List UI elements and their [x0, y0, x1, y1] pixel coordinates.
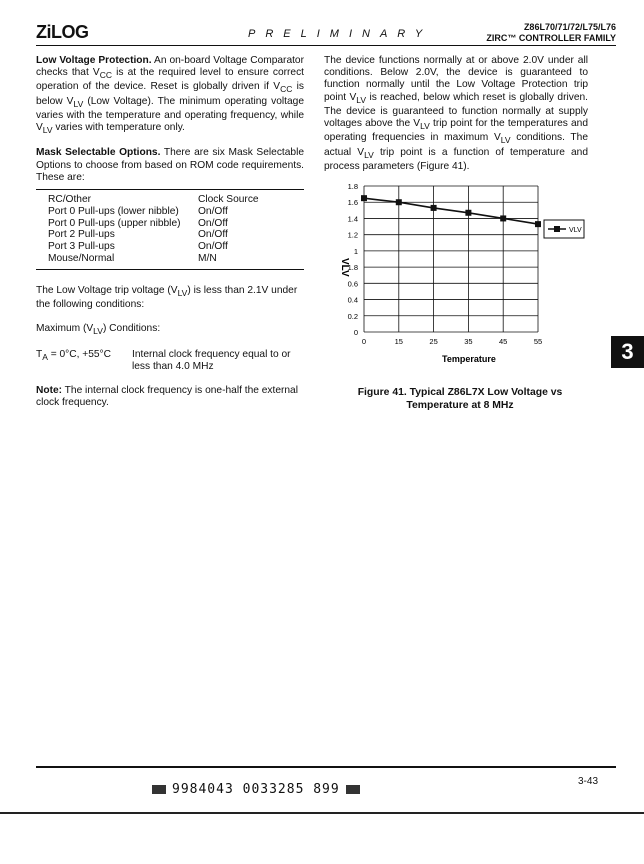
- ta-label: $T_A = 0^\circ C$, +55°C: [36, 348, 111, 362]
- y-tick-label: 1.6: [347, 198, 358, 208]
- scan-edge: [0, 812, 644, 814]
- lvp-text: is below V: [36, 81, 305, 107]
- chart-series: [361, 195, 541, 227]
- sub-cc: CC: [99, 70, 112, 81]
- option-value: On/Off: [198, 241, 228, 253]
- note-text: The internal clock frequency is one-half the external clock frequency.: [36, 385, 298, 409]
- trip-text: ) is less than 2.1V under the following conditions:: [36, 285, 298, 311]
- y-tick-label: 0.4: [347, 295, 358, 305]
- lvp-text: varies with temperature only.: [52, 122, 185, 134]
- max-text: ) Conditions:: [102, 323, 161, 335]
- left-column: [36, 55, 304, 195]
- data-point: [396, 199, 402, 205]
- family-name: ZIRC™ CONTROLLER FAMILY: [486, 33, 616, 43]
- x-axis-label: Temperature: [442, 354, 496, 364]
- trip-paragraph: [36, 285, 304, 311]
- left-column-lower: [36, 285, 304, 420]
- barcode-mark-icon: [346, 785, 360, 794]
- table-row: [36, 229, 304, 241]
- ta-description: Internal clock frequency equal to or less than 4.0 MHz: [132, 348, 291, 372]
- figure-caption: [340, 387, 580, 412]
- chart-legend: [544, 220, 584, 238]
- barcode-text: 9984043 0033285 899: [172, 782, 340, 797]
- sub-lv: LV: [93, 326, 103, 337]
- mso-paragraph: [36, 147, 304, 184]
- y-tick-label: 0.6: [347, 279, 358, 289]
- max-text: Maximum (V: [36, 323, 94, 335]
- header-rule: [36, 45, 616, 46]
- page-number: 3-43: [577, 776, 598, 787]
- option-value: Clock Source: [198, 194, 259, 205]
- note-title: Note:: [36, 385, 63, 397]
- y-tick-label: 1.8: [347, 263, 358, 273]
- right-paragraph: The device functions normally at or above 2.0V under all conditions. Below 2.0V, the device is guaranteed to function normally until the Low Voltage Protection trip point $V_{LV}$ is reached, below which reset is globally driven. The device is guaranteed to function normally at supply voltages above the $V_{LV}$ trip point for the temperatures and operating frequencies in maximum $V_{LV}$ conditions. The actual $V_{LV}$ trip point is a function of temperature and process parameters (Figure 41).: [324, 55, 588, 172]
- y-tick-label: 0: [353, 328, 358, 337]
- sub-lv: LV: [73, 98, 84, 109]
- part-numbers: Z86L70/71/72/L75/L76: [523, 22, 616, 32]
- ta-row: [36, 349, 304, 373]
- zilog-logo: ZiLOG: [36, 22, 89, 42]
- data-point: [431, 205, 437, 211]
- x-tick-label: 0: [361, 337, 367, 346]
- option-name: Port 0 Pull-ups (upper nibble): [48, 217, 181, 229]
- table-row: [36, 194, 304, 206]
- sub-lv: LV: [42, 125, 53, 136]
- x-tick-label: 15: [394, 337, 403, 346]
- data-point: [500, 215, 506, 221]
- header-right: [486, 22, 616, 44]
- right-column: [324, 55, 588, 184]
- legend-marker: [554, 226, 560, 232]
- sub-lv: LV: [177, 288, 188, 299]
- chapter-tab: 3: [611, 336, 644, 368]
- options-table: [36, 189, 304, 270]
- max-conditions: [36, 323, 304, 337]
- option-name: Mouse/Normal: [48, 252, 115, 264]
- y-tick-label: 1.8: [347, 182, 358, 191]
- option-name: Port 2 Pull-ups: [48, 229, 115, 241]
- x-tick-label: 35: [464, 337, 473, 346]
- data-point: [465, 210, 471, 216]
- legend-label: VLV: [569, 227, 582, 234]
- option-value: On/Off: [198, 229, 228, 241]
- y-tick-label: 1: [353, 246, 358, 256]
- chart-grid: [364, 186, 538, 332]
- lvp-text: (Low Voltage). The minimum operating voltage varies with the temperature and operating frequency, while V: [36, 95, 304, 134]
- lvp-title: Low Voltage Protection.: [36, 55, 152, 66]
- vlv-chart: [320, 178, 600, 368]
- option-name: RC/Other: [48, 194, 92, 205]
- preliminary-banner: PRELIMINARY: [248, 28, 433, 40]
- lvp-paragraph: [36, 55, 304, 136]
- option-name: Port 0 Pull-ups (lower nibble): [48, 205, 179, 217]
- y-tick-label: 0.2: [347, 311, 358, 321]
- caption-line: Temperature at 8 MHz: [406, 399, 514, 411]
- option-name: Port 3 Pull-ups: [48, 241, 115, 253]
- table-row: [36, 206, 304, 218]
- y-tick-label: 1.2: [347, 230, 358, 240]
- option-value: On/Off: [198, 217, 228, 229]
- sub-cc: CC: [280, 84, 293, 95]
- data-point: [535, 221, 541, 227]
- y-tick-label: 1.4: [347, 214, 358, 224]
- mso-text: There are six Mask Selectable Options to choose from based on ROM code requirements. These are:: [36, 147, 304, 183]
- table-row: [36, 253, 304, 265]
- lvp-text: is at the required level to ensure correct operation of the device. Reset is globally driven if V: [36, 67, 304, 93]
- x-tick-label: 45: [499, 337, 508, 346]
- option-value: On/Off: [198, 205, 228, 217]
- x-tick-label: 25: [429, 337, 438, 346]
- table-row: [36, 241, 304, 253]
- barcode-mark-icon: [152, 785, 166, 794]
- barcode-line: [146, 782, 366, 797]
- mso-title: Mask Selectable Options.: [36, 147, 161, 159]
- y-axis-label: VLV: [339, 258, 350, 277]
- data-point: [361, 195, 367, 201]
- trip-text: The Low Voltage trip voltage (V: [36, 285, 178, 296]
- note-paragraph: [36, 385, 304, 409]
- x-tick-labels: [362, 337, 542, 346]
- option-value: M/N: [198, 252, 217, 264]
- x-tick-label: 55: [533, 337, 543, 346]
- table-row: [36, 218, 304, 230]
- footer-rule: [36, 766, 616, 768]
- lvp-text: An on-board Voltage Comparator checks that V: [36, 55, 304, 79]
- caption-line: Figure 41. Typical Z86L7X Low Voltage vs: [357, 387, 563, 398]
